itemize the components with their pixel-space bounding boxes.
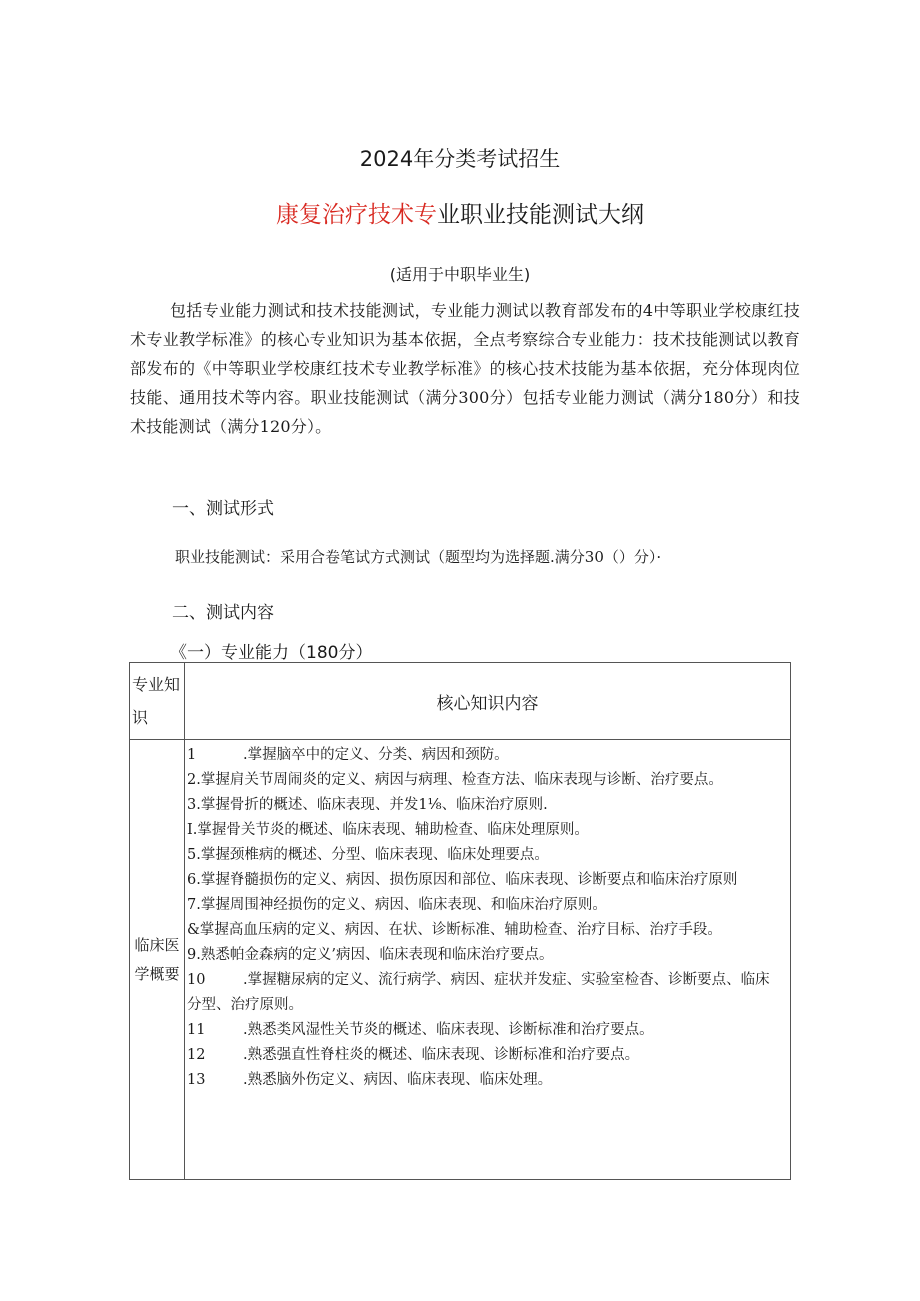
list-item	[187, 843, 784, 868]
content-table	[129, 662, 791, 1180]
list-item-text: 5.掌握颈椎病的概述、分型、临床表现、临床处理要点。	[187, 847, 549, 863]
title-line-1: 2024年分类考试招生	[359, 147, 561, 171]
list-item	[187, 1043, 784, 1068]
list-item-text: .熟悉类风湿性关节炎的概述、临床表现、诊断标准和治疗要点。	[243, 1022, 654, 1038]
list-item	[187, 793, 784, 818]
title-line-2-rest: 业职业技能测试大纲	[437, 202, 644, 228]
list-item	[187, 893, 784, 918]
list-item	[187, 1018, 784, 1043]
section-1-text: 职业技能测试：采用合卷笔试方式测试（题型均为选择题.满分30（）分）·	[175, 548, 662, 566]
items-cell	[185, 740, 791, 1180]
category-cell: 临床医学概要	[130, 740, 185, 1180]
title-line-2-red-part: 康复治疗技术专	[276, 202, 437, 228]
list-item	[187, 943, 784, 968]
list-item-number: 1	[187, 747, 197, 763]
subsection-1-heading: 《一）专业能力（180分）	[170, 643, 373, 663]
table-header-row	[130, 663, 791, 740]
list-item-number: 12	[187, 1047, 206, 1063]
subtitle: (适用于中职毕业生)	[389, 265, 531, 284]
list-item-text: 9.熟悉帕金森病的定义’病因、临床表现和临床治疗要点。	[187, 947, 554, 963]
list-item-text: .熟悉脑外伤定义、病因、临床表现、临床处理。	[243, 1072, 553, 1088]
header-specialty-knowledge: 专业知识	[130, 663, 185, 740]
list-item-text: .熟悉强直性脊柱炎的概述、临床表现、诊断标准和治疗要点。	[243, 1047, 640, 1063]
list-item	[187, 768, 784, 793]
list-item-text: .掌握糖尿病的定义、流行病学、病因、症状并发症、实验室检杳、诊断要点、临床分型、治疗原则。	[187, 972, 770, 1013]
list-item-number: 10	[187, 972, 206, 988]
list-item-text: I.掌握骨关节炎的概述、临床表现、辅助检查、临床处理原则。	[187, 822, 589, 838]
intro-paragraph: 包括专业能力测试和技术技能测试，专业能力测试以教育部发布的4中等职业学校康红技术专业教学标准》的核心专业知识为基本依据，全点考察综合专业能力：技术技能测试以教育部发布的《中等职业学校康红技术专业教学标准》的核心技术技能为基本依据，充分体现肉位技能、通用技术等内容。职业技能测试（满分300分）包括专业能力测试（满分180分）和技术技能测试（满分120分）。	[130, 301, 800, 436]
list-item-text: &掌握高血压病的定义、病因、在状、诊断标准、辅助检查、治疗目标、治疗手段。	[187, 922, 722, 938]
list-item	[187, 743, 784, 768]
section-1-heading: 一、测试形式	[172, 499, 274, 519]
list-item	[187, 1068, 784, 1093]
list-item-number: 11	[187, 1022, 206, 1038]
list-item	[187, 818, 784, 843]
list-item-text: 3.掌握骨折的概述、临床表现、并发1⅛、临床治疗原则.	[187, 797, 548, 813]
table-row	[130, 740, 791, 1180]
list-item-text: 2.掌握肩关节周闹炎的定义、病因与病理、检查方法、临床表现与诊断、治疗要点。	[187, 772, 723, 788]
list-item-text: .掌握脑卒中的定义、分类、病因和颈防。	[243, 747, 509, 763]
list-item-text: 6.掌握脊髓损伤的定义、病因、损伤原因和部位、临床表现、诊断要点和临床治疗原则	[187, 872, 738, 888]
list-item	[187, 968, 784, 1018]
list-item	[187, 918, 784, 943]
section-2-heading: 二、测试内容	[172, 603, 274, 623]
list-item-text: 7.掌握周围神经损伤的定义、病因、临床表现、和临床治疗原则。	[187, 897, 607, 913]
header-core-content: 核心知识内容	[185, 663, 791, 740]
list-item-number: 13	[187, 1072, 206, 1088]
title-line-2	[0, 196, 920, 229]
list-item	[187, 868, 784, 893]
